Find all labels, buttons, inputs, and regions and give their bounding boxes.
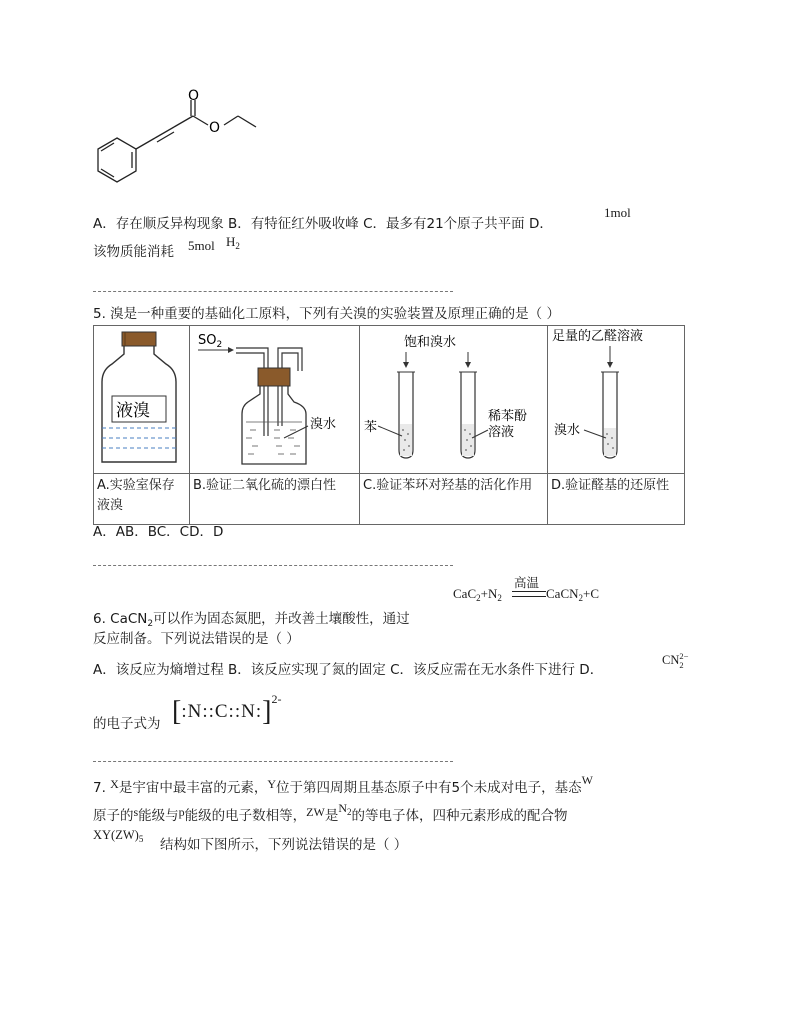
ester-oxygen: O <box>209 120 221 136</box>
q6-products: CaCN$_2$+C <box>546 586 600 603</box>
q5-stem: 5. 溴是一种重要的基础化工原料，下列有关溴的实验装置及原理正确的是（ ） <box>93 306 560 322</box>
so2-label: $SO_2$ <box>198 333 223 350</box>
q6-electron-formula: [:N::C::N:]$^{2-}$ <box>172 692 282 727</box>
dilute-phenol-label-2: 溶液 <box>488 425 515 440</box>
q6-reaction-equation: $CaC_2+N_2$ <box>453 586 502 603</box>
q6-electron-prefix: 的电子式为 <box>93 716 161 732</box>
p-symbol: p <box>178 805 185 819</box>
q6-condition: 高温 <box>514 575 540 590</box>
h2-subscript: 2 <box>235 241 240 251</box>
q7-line3: 结构如下图所示，下列说法错误的是（ ） <box>160 837 408 853</box>
q4-h2-formula <box>226 234 240 251</box>
q7-line2: 原子的s能级与p能级的电子数相等，ZW是$N_2$的等电子体，四种元素形成的配合物 <box>93 801 568 824</box>
q6-stem-line1: 6. CaCN$_2$可以作为固态氮肥，并改善土壤酸性，通过 <box>93 611 410 629</box>
q6-stem-line2: 反应制备。下列说法错误的是（ ） <box>93 631 300 647</box>
dilute-phenol-label-1: 稀苯酚 <box>488 409 528 424</box>
saturated-bromine-water-label: 饱和溴水 <box>404 335 457 350</box>
zw-symbol: ZW <box>306 805 325 819</box>
q4-options-line2-text: 该物质能消耗 <box>93 244 174 260</box>
separator-2 <box>93 565 453 566</box>
q7-complex-formula: $XY(ZW)_5$ <box>93 828 144 844</box>
test-tubes-figure <box>360 326 547 469</box>
h2-symbol: H <box>226 234 236 249</box>
separator-3 <box>93 761 453 762</box>
cell-a-figure <box>94 326 190 474</box>
carbonyl-oxygen: O <box>188 88 200 104</box>
q6-ion-formula: CN2− 2 <box>662 651 689 670</box>
s-symbol: s <box>133 805 139 819</box>
benzene-label: 苯 <box>364 420 378 435</box>
x-symbol: X <box>110 777 119 791</box>
caption-a: A.实验室保存液溴 <box>94 474 190 525</box>
q4-options-text: A．存在顺反异构现象 B．有特征红外吸收峰 C．最多有21个原子共平面 D． <box>93 216 553 232</box>
q4-options-line2 <box>93 240 174 260</box>
cell-b-figure <box>190 326 360 474</box>
acetaldehyde-tube-figure <box>548 326 684 469</box>
q6-options: A．该反应为熵增过程 B．该反应实现了氮的固定 C．该反应需在无水条件下进行 D． <box>93 662 604 678</box>
ethyl-cinnamate-structure <box>88 88 278 198</box>
bromine-water-label-b: 溴水 <box>310 417 337 432</box>
caption-d: D.验证醛基的还原性 <box>548 474 685 525</box>
q5-experiment-table <box>93 325 685 525</box>
cell-c-figure <box>360 326 548 474</box>
w-symbol: W <box>581 773 593 787</box>
separator-1 <box>93 291 453 292</box>
q4-d-amount: 1mol <box>604 205 631 220</box>
excess-acetaldehyde-label: 足量的乙醛溶液 <box>552 329 644 344</box>
y-symbol: Y <box>267 777 277 791</box>
bromine-water-label-d: 溴水 <box>554 423 581 438</box>
gas-washing-bottle-figure <box>190 326 359 469</box>
q4-options-line1 <box>93 212 553 232</box>
cell-d-figure <box>548 326 685 474</box>
q7-line1: 7. X是宇宙中最丰富的元素，Y位于第四周期且基态原子中有5个未成对电子，基态W <box>93 773 593 796</box>
reagent-bottle-figure <box>94 326 189 469</box>
n2-symbol: $N_2$ <box>338 801 352 817</box>
q4-h2-amount: 5mol <box>188 238 215 253</box>
caption-b: B.验证二氧化硫的漂白性 <box>190 474 360 525</box>
caption-c: C.验证苯环对羟基的活化作用 <box>360 474 548 525</box>
q5-answer-options: A．AB．BC．CD．D <box>93 524 224 540</box>
q6-equals-sign <box>512 591 546 597</box>
bottle-label: 液溴 <box>116 401 150 421</box>
